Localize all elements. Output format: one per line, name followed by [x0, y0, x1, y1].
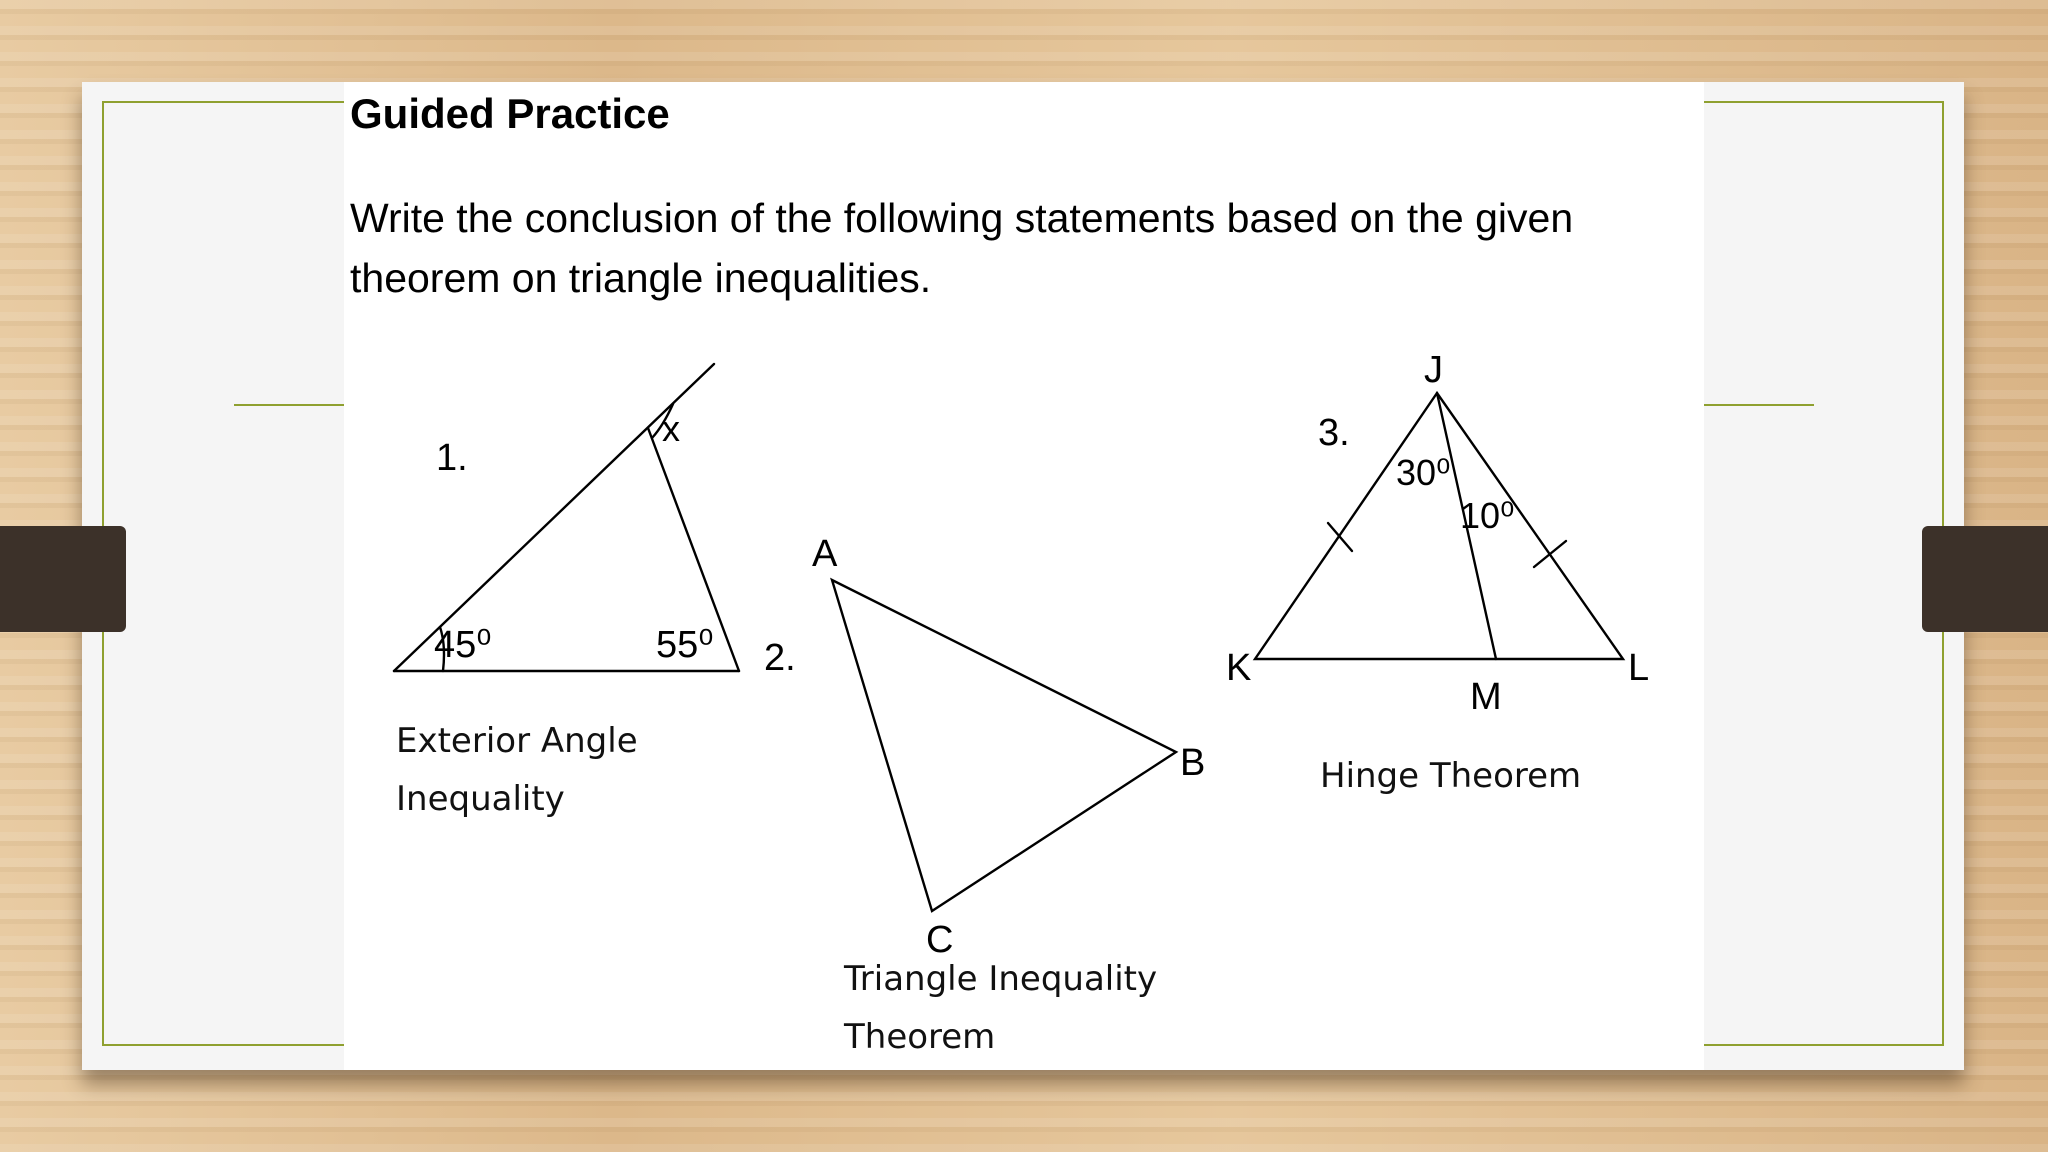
fig2-vertex-b: B [1180, 742, 1206, 784]
fig3-tick-jl [1534, 541, 1566, 567]
fig1-number: 1. [436, 437, 468, 479]
fig3-caption-line-1: Hinge Theorem [1320, 756, 1582, 796]
fig1-caption-line-2: Inequality [396, 779, 565, 819]
fig2-caption-line-2: Theorem [844, 1017, 996, 1057]
fig1-caption [396, 712, 638, 828]
fig3-vertex-j: J [1424, 349, 1443, 391]
fig1-caption-line-1: Exterior Angle [396, 721, 638, 761]
fig1-angle-55-label: 55⁰ [656, 624, 714, 666]
fig3-caption [1320, 747, 1581, 805]
fig2-caption [844, 950, 1157, 1066]
fig2-vertex-c: C [926, 919, 954, 961]
fig2-caption-line-1: Triangle Inequality [844, 959, 1158, 999]
fig3-vertex-m: M [1470, 676, 1502, 718]
fig3-number: 3. [1318, 412, 1350, 454]
slide-title: Guided Practice [350, 90, 670, 137]
fig3-angle-30-label: 30⁰ [1396, 452, 1451, 493]
fig3-vertex-l: L [1628, 647, 1650, 689]
fig2-triangle [832, 580, 1176, 911]
instructions-text: Write the conclusion of the following statements based on the given theorem on triangle inequalities. [350, 195, 1574, 301]
fig3-triangle [1255, 393, 1623, 659]
fig1-exterior-angle-label: x [662, 408, 680, 449]
fig3-angle-10-label: 10⁰ [1460, 495, 1515, 536]
fig2-vertex-a: A [812, 533, 838, 575]
fig3-vertex-k: K [1226, 647, 1252, 689]
fig2-number: 2. [764, 637, 796, 679]
fig1-angle-45-label: 45⁰ [434, 624, 492, 666]
